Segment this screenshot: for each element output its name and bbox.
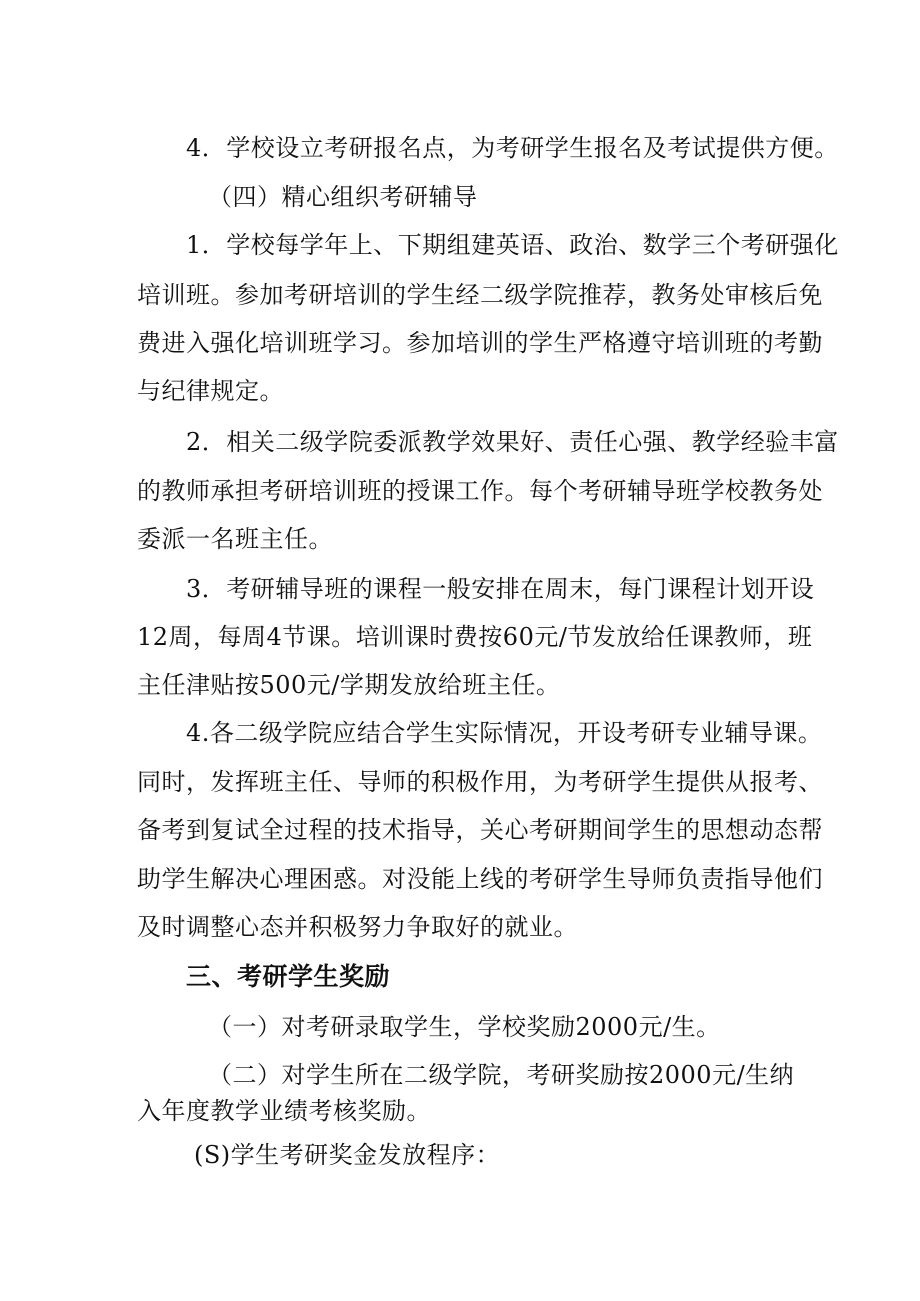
paragraph-line: 及时调整心态并积极努力争取好的就业。 [137,913,578,941]
paragraph-line: 助学生解决心理困惑。对没能上线的考研学生导师负责指导他们 [137,865,823,893]
paragraph-line: （二）对学生所在二级学院，考研奖励按2000元/生纳 [208,1061,795,1089]
paragraph-line: 4．学校设立考研报名点，为考研学生报名及考试提供方便。 [186,134,839,162]
paragraph-line: 的教师承担考研培训班的授课工作。每个考研辅导班学校教务处 [137,477,823,505]
section-heading: 三、考研学生奖励 [186,962,391,991]
paragraph-line: （一）对考研录取学生，学校奖励2000元/生。 [208,1013,721,1041]
paragraph-line: 培训班。参加考研培训的学生经二级学院推荐，教务处审核后免 [137,281,823,309]
paragraph-line: 备考到复试全过程的技术指导，关心考研期间学生的思想动态帮 [137,816,823,844]
paragraph-line: 3．考研辅导班的课程一般安排在周末，每门课程计划开设 [186,575,815,603]
paragraph-line: 2．相关二级学院委派教学效果好、责任心强、教学经验丰富 [186,428,839,456]
paragraph-line: 入年度教学业绩考核奖励。 [137,1097,431,1125]
paragraph-line: 与纪律规定。 [137,377,284,405]
paragraph-line: 主任津贴按500元/学期发放给班主任。 [137,671,561,699]
paragraph-line: 委派一名班主任。 [137,525,333,553]
paragraph-line: 1．学校每学年上、下期组建英语、政治、数学三个考研强化 [186,231,839,259]
paragraph-line: 4.各二级学院应结合学生实际情况，开设考研专业辅导课。 [186,719,823,747]
paragraph-line: 12周，每周4节课。培训课时费按60元/节发放给任课教师，班 [137,623,813,651]
paragraph-line: 费进入强化培训班学习。参加培训的学生严格遵守培训班的考勤 [137,329,823,357]
subsection-heading: （四）精心组织考研辅导 [208,183,478,211]
paragraph-line: 同时，发挥班主任、导师的积极作用，为考研学生提供从报考、 [137,768,823,796]
paragraph-line: (S)学生考研奖金发放程序： [194,1141,501,1169]
